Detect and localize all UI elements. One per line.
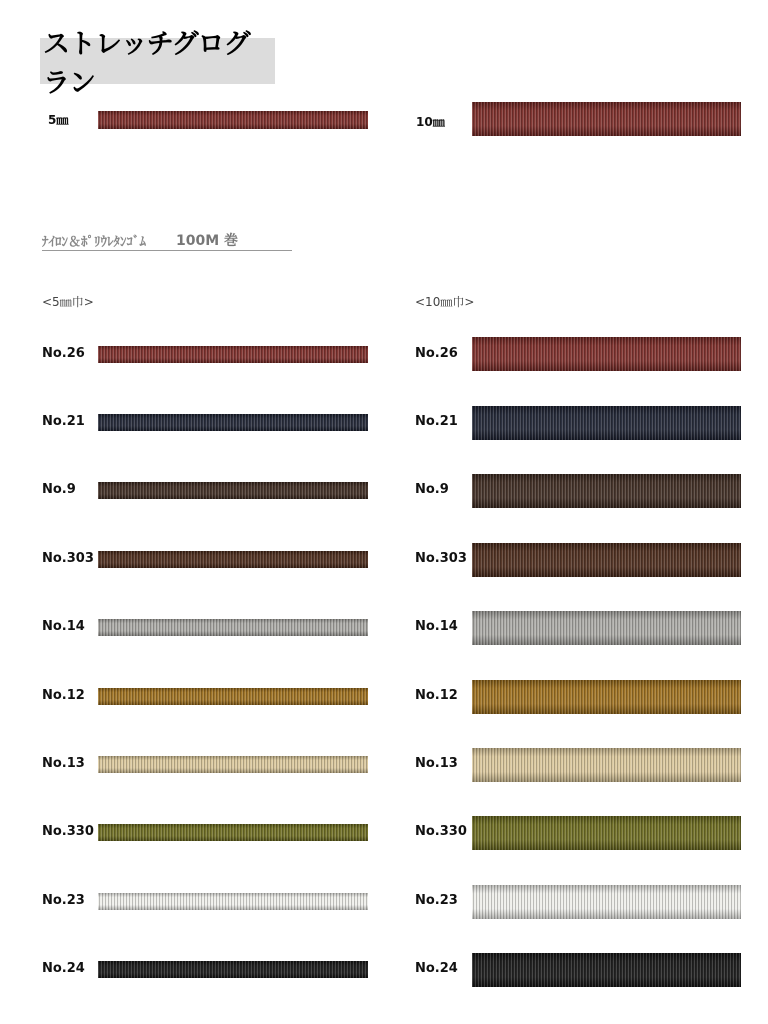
roll-spec: 100M 巻 <box>176 233 239 249</box>
swatch-10mm <box>472 406 741 440</box>
swatch-5mm <box>98 961 368 978</box>
swatch-label-5mm: No.23 <box>42 893 85 908</box>
swatch-5mm <box>98 893 368 910</box>
page-title: ストレッチグログラン <box>40 38 275 84</box>
swatch-10mm <box>472 543 741 577</box>
swatch-5mm <box>98 824 368 841</box>
column-heading-10mm: <10㎜巾> <box>415 295 475 309</box>
swatch-label-10mm: No.12 <box>415 688 458 703</box>
material-heading <box>42 228 292 251</box>
swatch-5mm <box>98 414 368 431</box>
top-sample-swatch-10mm <box>472 102 741 136</box>
swatch-10mm <box>472 474 741 508</box>
swatch-label-10mm: No.23 <box>415 893 458 908</box>
swatch-label-5mm: No.24 <box>42 961 85 976</box>
swatch-label-5mm: No.21 <box>42 414 85 429</box>
swatch-label-10mm: No.303 <box>415 551 467 566</box>
swatch-5mm <box>98 482 368 499</box>
swatch-label-5mm: No.26 <box>42 346 85 361</box>
swatch-label-5mm: No.9 <box>42 482 76 497</box>
top-sample-label-5mm: 5㎜ <box>48 113 69 127</box>
swatch-label-10mm: No.13 <box>415 756 458 771</box>
swatch-label-10mm: No.14 <box>415 619 458 634</box>
swatch-label-10mm: No.9 <box>415 482 449 497</box>
swatch-10mm <box>472 611 741 645</box>
swatch-5mm <box>98 619 368 636</box>
swatch-10mm <box>472 885 741 919</box>
swatch-10mm <box>472 680 741 714</box>
swatch-5mm <box>98 551 368 568</box>
swatch-label-5mm: No.330 <box>42 824 94 839</box>
swatch-label-10mm: No.26 <box>415 346 458 361</box>
swatch-5mm <box>98 688 368 705</box>
top-sample-label-10mm: 10㎜ <box>416 115 445 129</box>
top-sample-swatch-5mm <box>98 111 368 129</box>
swatch-label-10mm: No.24 <box>415 961 458 976</box>
swatch-label-10mm: No.21 <box>415 414 458 429</box>
swatch-10mm <box>472 337 741 371</box>
swatch-5mm <box>98 756 368 773</box>
swatch-label-5mm: No.14 <box>42 619 85 634</box>
material-name: ﾅｲﾛﾝ＆ﾎﾟﾘｳﾚﾀﾝｺﾞﾑ <box>42 235 147 250</box>
swatch-label-5mm: No.12 <box>42 688 85 703</box>
swatch-label-5mm: No.303 <box>42 551 94 566</box>
swatch-label-5mm: No.13 <box>42 756 85 771</box>
swatch-10mm <box>472 953 741 987</box>
swatch-label-10mm: No.330 <box>415 824 467 839</box>
column-heading-5mm: <5㎜巾> <box>42 295 94 309</box>
swatch-10mm <box>472 748 741 782</box>
swatch-10mm <box>472 816 741 850</box>
swatch-5mm <box>98 346 368 363</box>
